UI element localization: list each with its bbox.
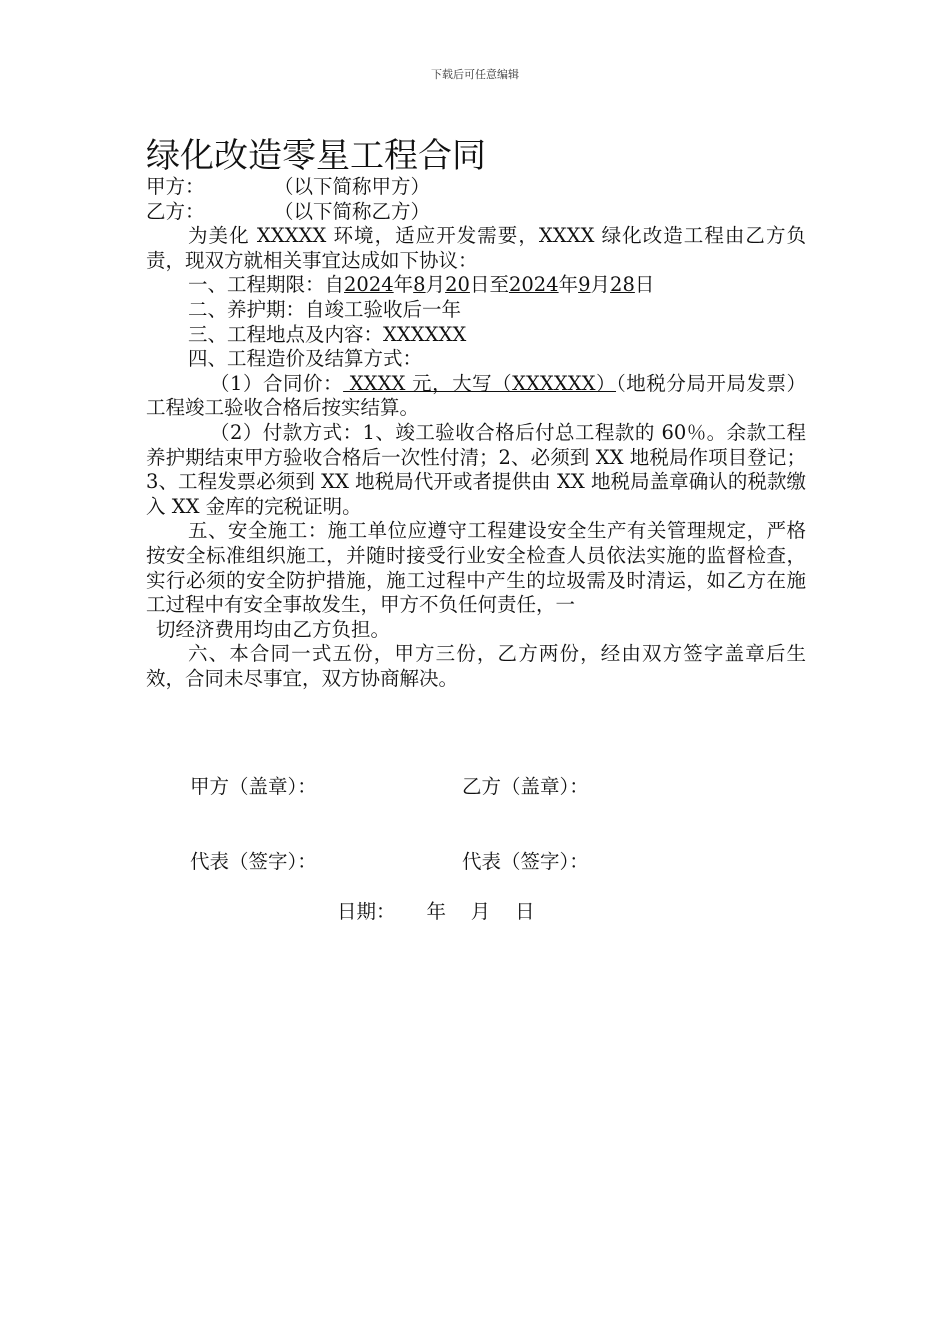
safety-clause: 五、安全施工：施工单位应遵守工程建设安全生产有关管理规定，严格按安全标准组织施工，并随时接受行业安全检查人员依法实施的监督检查，实行必须的安全防护措施，施工过程中产生的垃圾需及时清运，如乙方在施工过程中有安全事故发生，甲方不负任何责任，一 (146, 519, 806, 617)
payment-clause: （2）付款方式：1、竣工验收合格后付总工程款的 60％。余款工程养护期结束甲方验收合格后一次性付清；2、必须到 XX 地税局作项目登记；3、工程发票必须到 XX 地税局代开或者提供由 XX 地税局盖章确认的税款缴入 XX 金库的完税证明。 (146, 420, 806, 518)
end-year: 2024 (508, 273, 559, 297)
party-b-line (146, 200, 806, 225)
term-text: 日至 (469, 273, 509, 297)
pricing-heading: 四、工程造价及结算方式： (188, 347, 423, 371)
start-day: 20 (445, 273, 470, 297)
location-clause: 三、工程地点及内容：XXXXXX (188, 322, 467, 346)
end-day: 28 (610, 273, 635, 297)
maintenance-clause: 二、养护期：自竣工验收后一年 (188, 297, 462, 321)
contract-price-prefix: （1）合同价： (210, 371, 344, 395)
term-prefix: 一、工程期限：自 (188, 273, 345, 297)
contract-price-clause (146, 372, 806, 421)
party-b-representative-label: 代表（签字）： (462, 850, 589, 873)
contract-price-suffix: （地税分局开局发票）工程竣工验收合格后按实结算。 (146, 371, 806, 420)
party-b-seal-label: 乙方（盖章）： (462, 775, 589, 798)
party-a-note: （以下简称甲方） (274, 175, 431, 198)
term-text: 日 (634, 273, 655, 297)
contract-price-amount: XXXX 元，大写（XXXXXX） (343, 371, 617, 395)
term-text: 年 (558, 273, 579, 297)
party-a-seal-label: 甲方（盖章）： (190, 775, 317, 798)
party-b-note: （以下简称乙方） (274, 199, 431, 223)
safety-clause-continued: 切经济费用均由乙方负担。 (156, 617, 391, 641)
contract-body (146, 175, 806, 691)
term-text: 月 (590, 273, 611, 297)
end-month: 9 (578, 273, 591, 297)
party-b-label: 乙方： (146, 199, 205, 223)
page-header: 下载后可任意编辑 (431, 68, 519, 81)
date-line: 日期： 年 月 日 (337, 900, 535, 923)
term-text: 月 (425, 273, 446, 297)
term-clause (146, 273, 806, 298)
term-text: 年 (393, 273, 414, 297)
party-a-line (146, 175, 806, 200)
start-month: 8 (413, 273, 426, 297)
party-a-representative-label: 代表（签字）： (190, 850, 317, 873)
start-year: 2024 (344, 273, 394, 297)
document-title: 绿化改造零星工程合同 (146, 136, 486, 176)
copies-clause: 六、本合同一式五份，甲方三份，乙方两份，经由双方签字盖章后生效，合同未尽事宜，双方协商解决。 (146, 642, 806, 690)
intro-paragraph: 为美化 XXXXX 环境，适应开发需要，XXXX 绿化改造工程由乙方负责，现双方就相关事宜达成如下协议： (146, 224, 806, 272)
party-a-label: 甲方： (146, 175, 205, 198)
